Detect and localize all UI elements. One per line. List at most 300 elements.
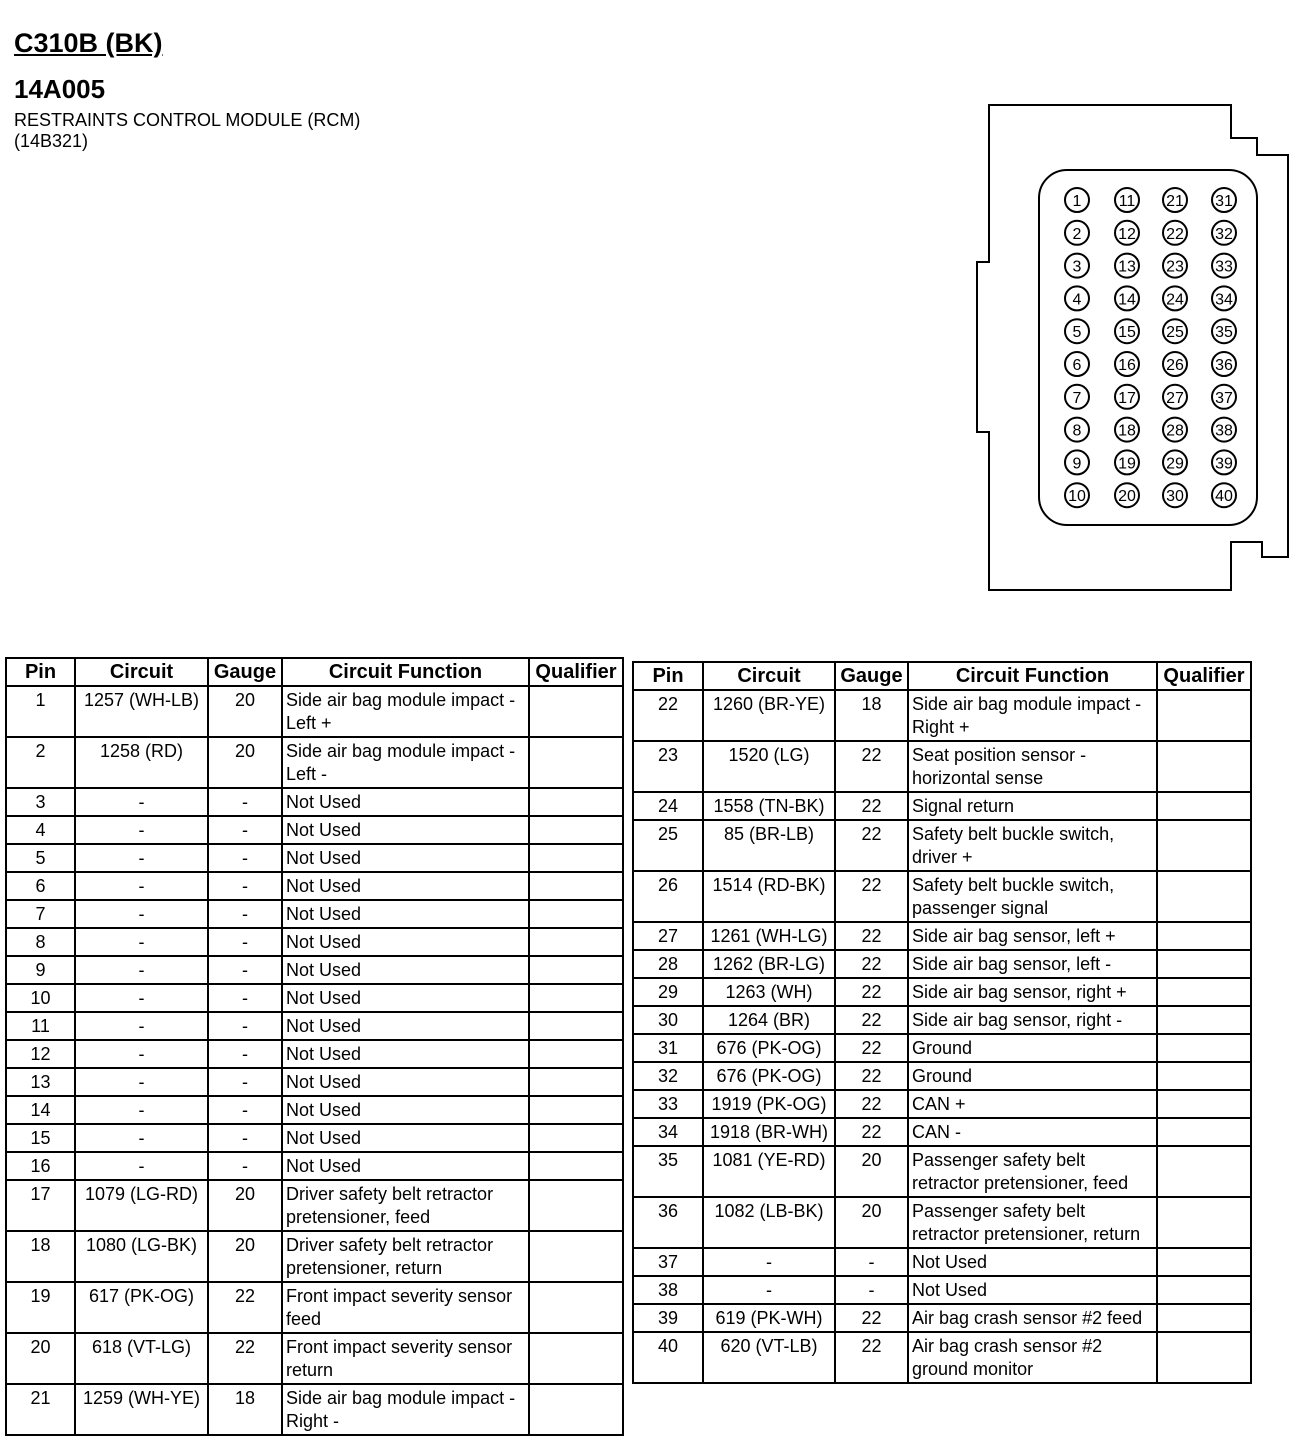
cell-qualifier xyxy=(1157,690,1251,741)
cell-gauge: - xyxy=(208,1040,282,1068)
cell-circuit-function: Ground xyxy=(908,1062,1157,1090)
cell-qualifier xyxy=(1157,1276,1251,1304)
pin-number-label: 37 xyxy=(1215,389,1233,407)
cell-circuit: 1257 (WH-LB) xyxy=(75,686,208,737)
cell-circuit: - xyxy=(75,872,208,900)
table-row xyxy=(6,1152,623,1180)
pin-number-label: 22 xyxy=(1166,225,1184,243)
cell-circuit-function: Driver safety belt retractor pretensioner, feed xyxy=(282,1180,529,1231)
table-row xyxy=(6,1180,623,1231)
cell-circuit-function: Not Used xyxy=(282,900,529,928)
column-header-gauge: Gauge xyxy=(835,662,908,690)
table-row xyxy=(633,690,1251,741)
cell-pin: 14 xyxy=(6,1096,75,1124)
cell-pin: 23 xyxy=(633,741,703,792)
cell-circuit-function: Air bag crash sensor #2 ground monitor xyxy=(908,1332,1157,1383)
pin-number-label: 4 xyxy=(1072,291,1082,309)
pin-number-label: 12 xyxy=(1118,225,1136,243)
cell-circuit: - xyxy=(75,928,208,956)
table-row xyxy=(633,1034,1251,1062)
cell-gauge: 22 xyxy=(835,1062,908,1090)
cell-gauge: 22 xyxy=(835,1006,908,1034)
table-row xyxy=(633,1118,1251,1146)
cell-pin: 26 xyxy=(633,871,703,922)
cell-circuit: 1919 (PK-OG) xyxy=(703,1090,835,1118)
table-row xyxy=(633,792,1251,820)
pin-number-label: 34 xyxy=(1215,291,1233,309)
connector-outline xyxy=(977,105,1288,590)
cell-circuit-function: Passenger safety belt retractor pretensioner, return xyxy=(908,1197,1157,1248)
cell-gauge: - xyxy=(208,1012,282,1040)
column-header-circuit-function: Circuit Function xyxy=(908,662,1157,690)
table-row xyxy=(6,872,623,900)
cell-gauge: - xyxy=(208,1068,282,1096)
cell-pin: 12 xyxy=(6,1040,75,1068)
table-row xyxy=(6,686,623,737)
cell-gauge: 22 xyxy=(835,1118,908,1146)
cell-circuit: 1514 (RD-BK) xyxy=(703,871,835,922)
cell-pin: 28 xyxy=(633,950,703,978)
table-row xyxy=(633,978,1251,1006)
cell-qualifier xyxy=(1157,1332,1251,1383)
table-row xyxy=(633,1006,1251,1034)
cell-qualifier xyxy=(529,872,623,900)
cell-gauge: - xyxy=(208,900,282,928)
table-row xyxy=(6,1040,623,1068)
cell-circuit-function: Not Used xyxy=(282,872,529,900)
cell-circuit-function: Safety belt buckle switch, passenger signal xyxy=(908,871,1157,922)
pin-number-label: 28 xyxy=(1166,422,1184,440)
cell-circuit: 1258 (RD) xyxy=(75,737,208,788)
cell-circuit: 676 (PK-OG) xyxy=(703,1034,835,1062)
cell-qualifier xyxy=(529,984,623,1012)
table-row xyxy=(6,1384,623,1435)
cell-gauge: 18 xyxy=(208,1384,282,1435)
cell-gauge: - xyxy=(208,844,282,872)
cell-circuit: - xyxy=(75,844,208,872)
cell-circuit: - xyxy=(75,816,208,844)
cell-gauge: - xyxy=(835,1248,908,1276)
cell-gauge: - xyxy=(208,1096,282,1124)
cell-circuit-function: Not Used xyxy=(908,1248,1157,1276)
pin-number-label: 27 xyxy=(1166,389,1184,407)
pin-table-left xyxy=(5,657,624,1436)
cell-qualifier xyxy=(529,1068,623,1096)
cell-gauge: 22 xyxy=(835,820,908,871)
cell-pin: 27 xyxy=(633,922,703,950)
column-header-pin: Pin xyxy=(6,658,75,686)
cell-pin: 20 xyxy=(6,1333,75,1384)
pin-table-right xyxy=(632,661,1252,1384)
cell-qualifier xyxy=(1157,792,1251,820)
cell-circuit: 1262 (BR-LG) xyxy=(703,950,835,978)
cell-pin: 24 xyxy=(633,792,703,820)
cell-circuit: 620 (VT-LB) xyxy=(703,1332,835,1383)
cell-gauge: 22 xyxy=(835,792,908,820)
cell-gauge: 22 xyxy=(835,871,908,922)
cell-gauge: 22 xyxy=(835,978,908,1006)
cell-qualifier xyxy=(1157,741,1251,792)
cell-qualifier xyxy=(1157,978,1251,1006)
cell-gauge: 22 xyxy=(835,1034,908,1062)
cell-gauge: 20 xyxy=(208,686,282,737)
cell-circuit: 618 (VT-LG) xyxy=(75,1333,208,1384)
table-row xyxy=(6,816,623,844)
cell-gauge: 22 xyxy=(208,1282,282,1333)
cell-gauge: 20 xyxy=(835,1146,908,1197)
table-row xyxy=(6,956,623,984)
cell-circuit: - xyxy=(703,1248,835,1276)
table-row xyxy=(633,820,1251,871)
cell-circuit: - xyxy=(75,956,208,984)
pin-number-label: 38 xyxy=(1215,422,1233,440)
cell-gauge: - xyxy=(208,956,282,984)
cell-circuit-function: Air bag crash sensor #2 feed xyxy=(908,1304,1157,1332)
cell-gauge: - xyxy=(208,928,282,956)
pin-number-label: 39 xyxy=(1215,455,1233,473)
pin-number-label: 24 xyxy=(1166,291,1184,309)
table-header-row xyxy=(633,662,1251,690)
cell-pin: 4 xyxy=(6,816,75,844)
cell-gauge: - xyxy=(208,1124,282,1152)
cell-pin: 18 xyxy=(6,1231,75,1282)
table-row xyxy=(6,984,623,1012)
cell-circuit-function: Side air bag sensor, left + xyxy=(908,922,1157,950)
cell-qualifier xyxy=(529,1231,623,1282)
table-row xyxy=(6,1333,623,1384)
cell-pin: 39 xyxy=(633,1304,703,1332)
cell-pin: 5 xyxy=(6,844,75,872)
cell-circuit-function: Side air bag sensor, left - xyxy=(908,950,1157,978)
cell-qualifier xyxy=(1157,1304,1251,1332)
pin-number-label: 36 xyxy=(1215,357,1233,374)
cell-circuit-function: Not Used xyxy=(282,816,529,844)
cell-qualifier xyxy=(1157,1062,1251,1090)
connector-face-diagram xyxy=(0,0,1304,620)
column-header-circuit: Circuit xyxy=(703,662,835,690)
pin-number-label: 29 xyxy=(1166,455,1184,473)
cell-pin: 9 xyxy=(6,956,75,984)
cell-qualifier xyxy=(1157,1034,1251,1062)
table-row xyxy=(633,1276,1251,1304)
cell-circuit-function: Side air bag module impact - Right + xyxy=(908,690,1157,741)
cell-qualifier xyxy=(529,737,623,788)
cell-circuit-function: Passenger safety belt retractor pretensioner, feed xyxy=(908,1146,1157,1197)
cell-gauge: 22 xyxy=(835,1090,908,1118)
pin-number-label: 20 xyxy=(1118,488,1136,506)
cell-gauge: - xyxy=(208,788,282,816)
cell-pin: 37 xyxy=(633,1248,703,1276)
cell-gauge: 20 xyxy=(208,1180,282,1231)
column-header-circuit: Circuit xyxy=(75,658,208,686)
cell-qualifier xyxy=(529,1012,623,1040)
pin-number-label: 25 xyxy=(1166,324,1184,342)
cell-circuit: - xyxy=(75,1124,208,1152)
cell-circuit: 1558 (TN-BK) xyxy=(703,792,835,820)
cell-gauge: 18 xyxy=(835,690,908,741)
pin-number-label: 19 xyxy=(1118,455,1136,473)
cell-qualifier xyxy=(1157,820,1251,871)
cell-qualifier xyxy=(529,1282,623,1333)
cell-pin: 2 xyxy=(6,737,75,788)
cell-circuit-function: Front impact severity sensor feed xyxy=(282,1282,529,1333)
cell-pin: 34 xyxy=(633,1118,703,1146)
cell-circuit-function: CAN + xyxy=(908,1090,1157,1118)
cell-qualifier xyxy=(1157,922,1251,950)
connector-title: C310B (BK) xyxy=(14,28,163,58)
module-name: RESTRAINTS CONTROL MODULE (RCM) xyxy=(14,110,361,130)
cell-circuit-function: Not Used xyxy=(282,1124,529,1152)
pin-number-label: 33 xyxy=(1215,258,1233,276)
cell-qualifier xyxy=(529,1180,623,1231)
part-number: 14A005 xyxy=(14,74,106,104)
module-part-number: (14B321) xyxy=(14,131,89,151)
pin-number-label: 3 xyxy=(1072,258,1082,276)
cell-qualifier xyxy=(529,956,623,984)
cell-pin: 19 xyxy=(6,1282,75,1333)
table-row xyxy=(6,1231,623,1282)
cell-circuit: 1261 (WH-LG) xyxy=(703,922,835,950)
cell-pin: 10 xyxy=(6,984,75,1012)
cell-gauge: - xyxy=(835,1276,908,1304)
pin-number-label: 8 xyxy=(1072,422,1082,440)
cell-circuit: - xyxy=(75,1012,208,1040)
cell-pin: 36 xyxy=(633,1197,703,1248)
cell-pin: 16 xyxy=(6,1152,75,1180)
cell-qualifier xyxy=(529,816,623,844)
table-row xyxy=(633,1062,1251,1090)
cell-circuit: 676 (PK-OG) xyxy=(703,1062,835,1090)
cell-circuit-function: Not Used xyxy=(282,788,529,816)
cell-qualifier xyxy=(529,686,623,737)
cell-pin: 11 xyxy=(6,1012,75,1040)
cell-circuit-function: Side air bag module impact - Right - xyxy=(282,1384,529,1435)
cell-qualifier xyxy=(529,1124,623,1152)
cell-pin: 1 xyxy=(6,686,75,737)
cell-circuit: - xyxy=(75,1040,208,1068)
pin-number-label: 35 xyxy=(1215,324,1233,342)
cell-pin: 17 xyxy=(6,1180,75,1231)
cell-circuit: - xyxy=(703,1276,835,1304)
cell-pin: 33 xyxy=(633,1090,703,1118)
column-header-pin: Pin xyxy=(633,662,703,690)
cell-circuit-function: Not Used xyxy=(282,956,529,984)
cell-pin: 3 xyxy=(6,788,75,816)
pin-number-label: 23 xyxy=(1166,258,1184,276)
cell-pin: 38 xyxy=(633,1276,703,1304)
cell-circuit: 1264 (BR) xyxy=(703,1006,835,1034)
table-row xyxy=(6,1282,623,1333)
cell-circuit: 619 (PK-WH) xyxy=(703,1304,835,1332)
cell-circuit: 1918 (BR-WH) xyxy=(703,1118,835,1146)
pin-number-label: 15 xyxy=(1118,324,1136,342)
pin-number-label: 9 xyxy=(1072,455,1082,473)
cell-circuit-function: Not Used xyxy=(282,1040,529,1068)
cell-pin: 29 xyxy=(633,978,703,1006)
cell-pin: 32 xyxy=(633,1062,703,1090)
cell-circuit: - xyxy=(75,984,208,1012)
cell-circuit-function: Driver safety belt retractor pretensioner, return xyxy=(282,1231,529,1282)
cell-qualifier xyxy=(1157,871,1251,922)
table-row xyxy=(633,922,1251,950)
pin-number-label: 16 xyxy=(1118,357,1136,374)
cell-qualifier xyxy=(529,788,623,816)
cell-circuit: - xyxy=(75,1096,208,1124)
table-row xyxy=(6,928,623,956)
cell-circuit: 1260 (BR-YE) xyxy=(703,690,835,741)
cell-circuit: 617 (PK-OG) xyxy=(75,1282,208,1333)
table-row xyxy=(633,871,1251,922)
cell-pin: 6 xyxy=(6,872,75,900)
cell-circuit-function: Not Used xyxy=(282,1096,529,1124)
table-row xyxy=(633,1090,1251,1118)
pin-number-label: 18 xyxy=(1118,422,1136,440)
cell-pin: 21 xyxy=(6,1384,75,1435)
table-row xyxy=(633,950,1251,978)
cell-circuit: 1082 (LB-BK) xyxy=(703,1197,835,1248)
table-row xyxy=(633,1332,1251,1383)
cell-gauge: 22 xyxy=(835,950,908,978)
pin-number-label: 7 xyxy=(1072,389,1082,407)
cell-circuit-function: Not Used xyxy=(282,984,529,1012)
table-row xyxy=(633,1146,1251,1197)
cell-circuit-function: Safety belt buckle switch, driver + xyxy=(908,820,1157,871)
cell-circuit-function: Side air bag sensor, right + xyxy=(908,978,1157,1006)
cell-circuit-function: Front impact severity sensor return xyxy=(282,1333,529,1384)
pin-number-label: 5 xyxy=(1072,324,1082,342)
pin-number-label: 14 xyxy=(1118,291,1136,309)
cell-circuit-function: Not Used xyxy=(282,1012,529,1040)
table-row xyxy=(633,1304,1251,1332)
cell-circuit-function: CAN - xyxy=(908,1118,1157,1146)
cell-circuit: 85 (BR-LB) xyxy=(703,820,835,871)
table-row xyxy=(6,1124,623,1152)
cell-pin: 30 xyxy=(633,1006,703,1034)
cell-qualifier xyxy=(529,1384,623,1435)
cell-circuit: 1081 (YE-RD) xyxy=(703,1146,835,1197)
table-row xyxy=(633,1197,1251,1248)
cell-pin: 31 xyxy=(633,1034,703,1062)
table-header-row xyxy=(6,658,623,686)
table-row xyxy=(6,1068,623,1096)
pin-number-label: 32 xyxy=(1215,225,1233,243)
cell-gauge: 22 xyxy=(208,1333,282,1384)
cell-qualifier xyxy=(1157,950,1251,978)
cell-pin: 8 xyxy=(6,928,75,956)
cell-gauge: - xyxy=(208,816,282,844)
cell-pin: 25 xyxy=(633,820,703,871)
cell-circuit-function: Side air bag sensor, right - xyxy=(908,1006,1157,1034)
table-row xyxy=(633,741,1251,792)
cell-circuit-function: Not Used xyxy=(282,1068,529,1096)
cell-circuit: - xyxy=(75,788,208,816)
cell-gauge: 22 xyxy=(835,1332,908,1383)
cell-gauge: 20 xyxy=(208,737,282,788)
cell-qualifier xyxy=(529,928,623,956)
cell-circuit: 1079 (LG-RD) xyxy=(75,1180,208,1231)
cell-qualifier xyxy=(1157,1146,1251,1197)
cell-circuit-function: Seat position sensor - horizontal sense xyxy=(908,741,1157,792)
cell-circuit: 1080 (LG-BK) xyxy=(75,1231,208,1282)
cell-qualifier xyxy=(1157,1197,1251,1248)
cell-circuit: 1520 (LG) xyxy=(703,741,835,792)
cell-pin: 13 xyxy=(6,1068,75,1096)
cell-qualifier xyxy=(529,844,623,872)
pin-number-label: 6 xyxy=(1072,357,1082,374)
pin-number-label: 13 xyxy=(1118,258,1136,276)
pin-number-label: 2 xyxy=(1072,225,1082,243)
cell-gauge: 22 xyxy=(835,741,908,792)
cell-gauge: 22 xyxy=(835,1304,908,1332)
cell-qualifier xyxy=(529,1152,623,1180)
cell-circuit-function: Not Used xyxy=(282,844,529,872)
cell-pin: 22 xyxy=(633,690,703,741)
column-header-gauge: Gauge xyxy=(208,658,282,686)
cell-qualifier xyxy=(1157,1006,1251,1034)
cell-gauge: - xyxy=(208,1152,282,1180)
pin-number-label: 17 xyxy=(1118,389,1136,407)
cell-qualifier xyxy=(1157,1090,1251,1118)
cell-circuit-function: Not Used xyxy=(908,1276,1157,1304)
table-row xyxy=(633,1248,1251,1276)
cell-circuit-function: Not Used xyxy=(282,928,529,956)
cell-circuit: - xyxy=(75,1068,208,1096)
cell-gauge: 20 xyxy=(835,1197,908,1248)
cell-gauge: - xyxy=(208,984,282,1012)
cell-circuit-function: Not Used xyxy=(282,1152,529,1180)
column-header-qualifier: Qualifier xyxy=(1157,662,1251,690)
table-row xyxy=(6,788,623,816)
cell-qualifier xyxy=(529,1096,623,1124)
cell-gauge: - xyxy=(208,872,282,900)
table-row xyxy=(6,900,623,928)
cell-qualifier xyxy=(529,900,623,928)
cell-pin: 7 xyxy=(6,900,75,928)
cell-circuit: 1259 (WH-YE) xyxy=(75,1384,208,1435)
pin-number-label: 11 xyxy=(1118,193,1136,210)
pin-number-label: 1 xyxy=(1072,193,1082,210)
cell-circuit-function: Side air bag module impact - Left + xyxy=(282,686,529,737)
cell-circuit-function: Ground xyxy=(908,1034,1157,1062)
cell-pin: 40 xyxy=(633,1332,703,1383)
cell-qualifier xyxy=(529,1040,623,1068)
cell-qualifier xyxy=(1157,1248,1251,1276)
column-header-circuit-function: Circuit Function xyxy=(282,658,529,686)
cell-circuit: 1263 (WH) xyxy=(703,978,835,1006)
cell-circuit-function: Signal return xyxy=(908,792,1157,820)
cell-gauge: 20 xyxy=(208,1231,282,1282)
table-row xyxy=(6,1096,623,1124)
pin-number-label: 10 xyxy=(1068,488,1086,506)
pin-number-label: 40 xyxy=(1215,488,1233,506)
pin-number-label: 31 xyxy=(1215,193,1233,210)
table-row xyxy=(6,737,623,788)
cell-circuit-function: Side air bag module impact - Left - xyxy=(282,737,529,788)
cell-pin: 15 xyxy=(6,1124,75,1152)
pin-number-label: 21 xyxy=(1166,193,1184,210)
pin-number-label: 30 xyxy=(1166,488,1184,506)
cell-qualifier xyxy=(529,1333,623,1384)
cell-gauge: 22 xyxy=(835,922,908,950)
column-header-qualifier: Qualifier xyxy=(529,658,623,686)
cell-qualifier xyxy=(1157,1118,1251,1146)
table-row xyxy=(6,844,623,872)
table-row xyxy=(6,1012,623,1040)
cell-circuit: - xyxy=(75,1152,208,1180)
cell-circuit: - xyxy=(75,900,208,928)
cell-pin: 35 xyxy=(633,1146,703,1197)
pin-number-label: 26 xyxy=(1166,357,1184,374)
